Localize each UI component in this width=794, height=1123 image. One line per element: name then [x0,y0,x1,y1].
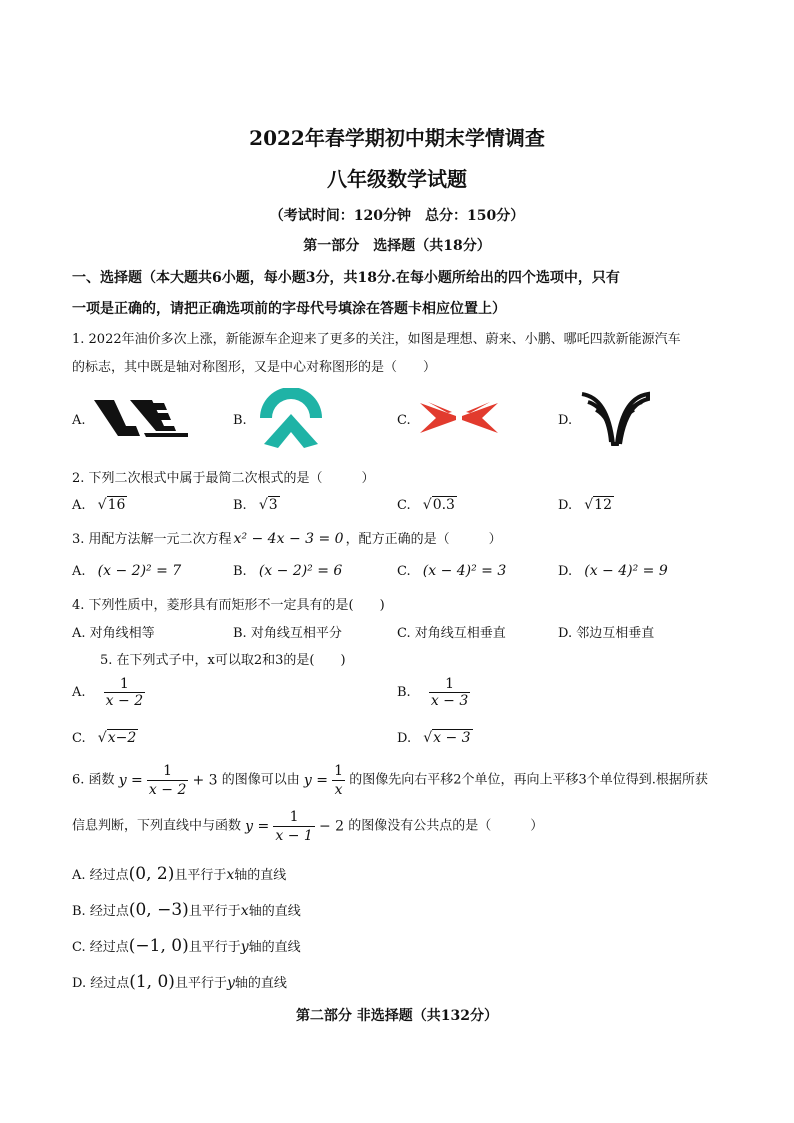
q5-option-a-den: x − 2 [105,693,144,709]
q4-option-b: B. 对角线互相平分 [233,626,342,641]
q6-option-c-end: 轴的直线 [248,940,301,955]
q6-option-d-axis: y [226,975,235,991]
q2-option-a: A. √16 [72,497,126,513]
q3-option-a-expr: (x − 2)² = 7 [97,563,182,579]
part2-heading: 第二部分 非选择题（共132分） [295,1008,499,1024]
q6-option-a [72,864,286,884]
q5-option-c: C. √x−2 [72,730,137,746]
q6-mid1: 的图像可以由 [221,772,300,788]
q2-option-b-label: B. [233,498,247,513]
q6-y-eq-3: y = [245,818,270,835]
q2-option-d-radicand: 12 [594,497,612,513]
q6-option-c-axis: y [240,939,249,955]
lixiang-logo-icon [92,398,190,440]
q2-option-b: B. √3 [233,497,278,513]
q5-option-d-radicand: x − 3 [433,730,471,746]
q6-option-d-pre: D. 经过点 [72,976,130,991]
q3-option-a-label: A. [72,564,86,579]
q5-option-a-label: A. [72,685,86,700]
neta-logo-icon [578,388,652,448]
q6-option-a-end: 轴的直线 [234,868,287,883]
q3-equation: x² − 4x − 3 = 0 [233,531,344,547]
q3-option-b-expr: (x − 2)² = 6 [258,563,343,579]
q3-option-b [233,563,342,579]
q6-option-b-axis: x [240,903,249,919]
q5-stem: 5. 在下列式子中，x可以取2和3的是( ) [100,653,346,668]
nio-logo-icon [256,388,326,450]
q6-f1-den: x − 2 [148,782,187,798]
q5-option-c-radicand: x−2 [107,730,137,746]
q4-option-d: D. 邻边互相垂直 [558,626,655,641]
q6-f1-tail: + 3 [192,772,218,789]
q6-option-c [72,936,301,956]
q6-option-c-point: (−1, 0) [128,936,189,956]
q4-option-c: C. 对角线互相垂直 [397,626,506,641]
q5-option-a [72,676,145,709]
q2-option-d: D. √12 [558,497,612,513]
exam-title: 2022年春学期初中期末学情调查 [249,126,545,150]
q2-option-c-radicand: 0.3 [432,497,455,513]
q6-option-d-point: (1, 0) [129,972,175,992]
q3-option-c-expr: (x − 4)² = 3 [422,563,507,579]
q6-line2 [72,808,543,845]
q6-option-c-post: 且平行于 [188,940,241,955]
q2-stem: 2. 下列二次根式中属于最简二次根式的是（ ） [72,471,375,486]
q2-option-b-radicand: 3 [268,497,278,513]
q3-option-d [558,563,668,579]
q3-option-c-label: C. [397,564,411,579]
q5-option-c-label: C. [72,731,86,746]
q4-option-a: A. 对角线相等 [72,626,155,641]
q6-option-a-pre: A. 经过点 [72,868,129,883]
section-instructions-line1: 一、选择题（本大题共6小题，每小题3分，共18分.在每小题所给出的四个选项中，只有 [72,270,620,286]
q3-option-b-label: B. [233,564,247,579]
q6-y-eq-2: y = [303,772,328,789]
q5-option-b-num: 1 [445,676,454,692]
q1-option-b-label: B. [233,413,247,428]
q6-f2-den: x [332,780,345,799]
q3-option-d-expr: (x − 4)² = 9 [584,563,668,579]
q6-option-b-post: 且平行于 [188,904,241,919]
q6-line2-post: 的图像没有公共点的是（ ） [348,818,544,834]
q5-option-b-label: B. [397,685,411,700]
q5-option-d-label: D. [397,731,412,746]
q3-stem-post: ，配方正确的是（ ） [345,532,502,547]
q2-option-c-label: C. [397,498,411,513]
q6-option-a-post: 且平行于 [174,868,227,883]
q3-option-a [72,563,181,579]
q2-option-a-radicand: 16 [107,497,126,513]
q2-option-d-label: D. [558,498,573,513]
q1-option-a-label: A. [72,413,86,428]
q6-option-d [72,972,287,992]
q1-stem-line1: 1. 2022年油价多次上涨，新能源车企迎来了更多的关注，如图是理想、蔚来、小鹏、哪吒四款新能源汽车 [72,332,681,347]
q6-prefix: 6. 函数 [72,772,115,788]
q6-f3-den: x − 1 [275,828,313,844]
q6-option-b-pre: B. 经过点 [72,904,129,919]
q4-stem: 4. 下列性质中，菱形具有而矩形不一定具有的是( ) [72,598,385,613]
q1-option-c-label: C. [397,413,411,428]
q2-option-c: C. √0.3 [397,497,455,513]
q6-option-a-axis: x [226,867,235,883]
q6-option-b-point: (0, −3) [128,900,189,920]
q6-f1-num: 1 [163,763,173,779]
q6-mid2: 的图像先向右平移2个单位，再向上平移3个单位得到.根据所获 [349,772,708,788]
q6-option-d-post: 且平行于 [174,976,227,991]
q3-stem [72,528,502,547]
q6-line1 [72,762,708,799]
part1-heading: 第一部分 选择题（共18分） [303,238,491,254]
q3-option-c [397,563,506,579]
q6-line2-pre: 信息判断，下列直线中与函数 [72,818,242,834]
exam-info: （考试时间：120分钟 总分：150分） [269,208,525,224]
q3-option-d-label: D. [558,564,573,579]
q6-f3-tail: − 2 [318,818,345,835]
q6-option-b [72,900,301,920]
q6-f3-num: 1 [289,809,299,825]
q3-stem-pre: 3. 用配方法解一元二次方程 [72,532,232,547]
q1-option-d-label: D. [558,413,573,428]
q6-option-d-end: 轴的直线 [234,976,287,991]
q6-f2-num: 1 [334,763,344,779]
exam-subtitle: 八年级数学试题 [327,167,467,191]
q5-option-b [397,676,470,709]
q5-option-b-den: x − 3 [430,693,469,709]
q6-y-eq-1: y = [118,772,143,789]
q6-option-b-end: 轴的直线 [248,904,301,919]
q2-option-a-label: A. [72,498,86,513]
q5-option-d: D. √x − 3 [397,730,471,746]
xpeng-logo-icon [418,400,500,436]
q6-option-c-pre: C. 经过点 [72,940,129,955]
q5-option-a-num: 1 [119,676,129,692]
q6-option-a-point: (0, 2) [128,864,175,884]
q1-stem-line2: 的标志，其中既是轴对称图形，又是中心对称图形的是（ ） [72,360,437,375]
section-instructions-line2: 一项是正确的，请把正确选项前的字母代号填涂在答题卡相应位置上） [72,301,506,317]
